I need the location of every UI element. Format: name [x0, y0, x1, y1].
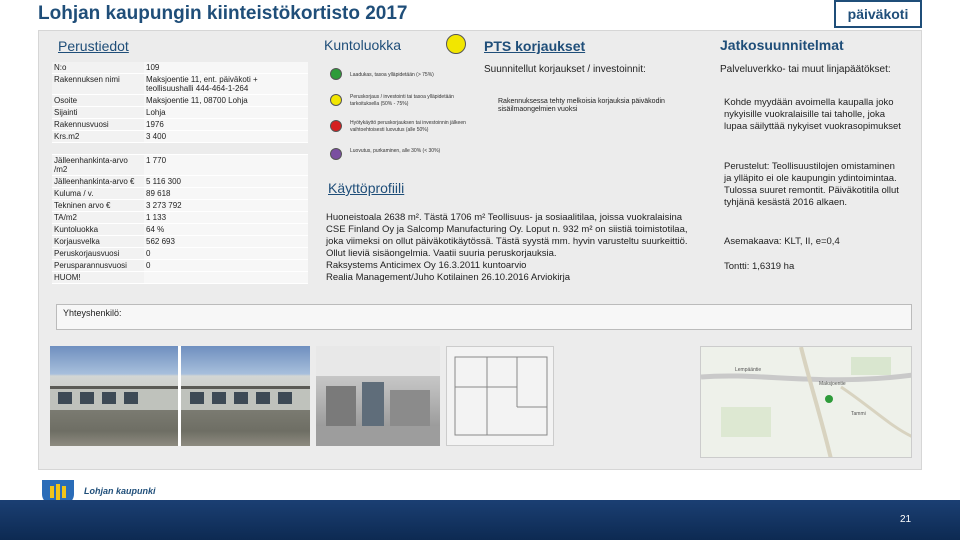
table-row	[52, 62, 308, 74]
basic-info-table	[52, 62, 308, 284]
table-row	[52, 212, 308, 224]
row-value: 64 %	[144, 224, 308, 236]
table-row	[52, 95, 308, 107]
condition-legend-text: Peruskorjaus / investointi tai tasoa ylläpidetään tarkoituksella (50% - 75%)	[350, 94, 454, 107]
table-row	[52, 176, 308, 188]
condition-legend-text: Luovutus, purkaminen, alle 30% (< 30%)	[350, 148, 441, 154]
row-value	[144, 272, 308, 284]
row-key: HUOM!	[52, 272, 144, 284]
industrial-hall-photo	[316, 346, 440, 446]
row-key: Jälleenhankinta-arvo /m2	[52, 155, 144, 176]
row-value: 3 400	[144, 131, 308, 143]
future-plans-decision: Kohde myydään avoimella kaupalla joko nykyisille vuokralaisille tai taholle, joka lupaa säilyttää nykyiset vuokrasopimukset	[724, 97, 901, 132]
map-label: Lempääntie	[735, 367, 762, 373]
row-key: Osoite	[52, 95, 144, 107]
pts-repairs-subtitle: Suunnitellut korjaukset / investoinnit:	[484, 64, 646, 75]
row-value: Maksjoentie 11, ent. päiväkoti + teollisuushalli 444-464-1-264	[144, 74, 308, 95]
row-key: Perusparannusvuosi	[52, 260, 144, 272]
map-label: Maksjoentie	[819, 381, 846, 387]
basic-info-title: Perustiedot	[58, 38, 129, 54]
table-row	[52, 131, 308, 143]
industrial-hall-drawing	[316, 346, 440, 446]
row-value: 0	[144, 260, 308, 272]
pts-repairs-text: Rakennuksessa tehty melkoisia korjauksia päiväkodin sisäilmaongelmien vuoksi	[498, 98, 665, 113]
zoning-plan: Asemakaava: KLT, II, e=0,4	[724, 236, 840, 247]
row-key: Tekninen arvo €	[52, 200, 144, 212]
page-number: 21	[900, 514, 912, 525]
floor-plan-image	[446, 346, 554, 446]
city-logo-text: Lohjan kaupunki	[84, 486, 156, 496]
row-key: N:o	[52, 62, 144, 74]
building-type-badge: päiväkoti	[834, 0, 922, 28]
row-value: 1 133	[144, 212, 308, 224]
plot-size: Tontti: 1,6319 ha	[724, 261, 795, 272]
row-value: Maksjoentie 11, 08700 Lohja	[144, 95, 308, 107]
row-key: Kuluma / v.	[52, 188, 144, 200]
row-value: Lohja	[144, 107, 308, 119]
row-key: Sijainti	[52, 107, 144, 119]
building-exterior-photo	[50, 346, 310, 446]
table-spacer	[52, 143, 308, 155]
row-value: 109	[144, 62, 308, 74]
page-title: Lohjan kaupungin kiinteistökortisto 2017	[38, 3, 408, 24]
condition-legend-text: Hyötykäyttö peruskorjauksen tai investoinnin jälkeen vaihtoehtoisesti luovutus (alle 50%)	[350, 120, 466, 133]
row-key: Korjausvelka	[52, 236, 144, 248]
row-value: 89 618	[144, 188, 308, 200]
building-exterior-drawing	[50, 346, 310, 446]
row-key: Jälleenhankinta-arvo €	[52, 176, 144, 188]
table-row	[52, 224, 308, 236]
future-plans-subtitle: Palveluverkko- tai muut linjapäätökset:	[720, 64, 891, 75]
condition-legend-dot-green	[330, 68, 342, 80]
row-value: 1976	[144, 119, 308, 131]
row-value: 1 770	[144, 155, 308, 176]
table-row	[52, 248, 308, 260]
floor-plan-drawing	[447, 347, 554, 446]
condition-legend-dot-yellow	[330, 94, 342, 106]
pts-repairs-title: PTS korjaukset	[484, 38, 586, 54]
row-key: Rakennuksen nimi	[52, 74, 144, 95]
table-row	[52, 272, 308, 284]
location-map	[700, 346, 912, 458]
map-label: Tammi	[851, 411, 866, 417]
usage-profile-text: Huoneistoala 2638 m². Tästä 1706 m² Teollisuus- ja sosiaalitilaa, joissa vuokralaisina CSE Finland Oy ja Salcomp Manufacturing Oy. Loput n. 932 m² on siistiä toimistotilaa, joka viimeksi on ollut päiväkotikäytössä. Tästä syystä mm. hyvin varusteltu suurkeittiö. Ollut lieviä sisäongelmia. Vaatii suuria peruskorjauksia. Raksystems Anticimex Oy 16.3.2011 kuntoarvio Realia Management/Juho Kotilainen 26.10.2016 Arviokirja	[326, 212, 688, 283]
contact-person-box	[56, 304, 912, 330]
table-row	[52, 200, 308, 212]
row-key: Krs.m2	[52, 131, 144, 143]
row-value: 0	[144, 248, 308, 260]
condition-legend-dot-red	[330, 120, 342, 132]
table-row	[52, 107, 308, 119]
location-map-drawing	[701, 347, 912, 458]
table-row	[52, 236, 308, 248]
contact-person-label: Yhteyshenkilö:	[63, 308, 122, 318]
table-row	[52, 188, 308, 200]
row-value: 562 693	[144, 236, 308, 248]
row-key: Peruskorjausvuosi	[52, 248, 144, 260]
row-key: TA/m2	[52, 212, 144, 224]
footer-bar	[0, 500, 960, 540]
usage-profile-title: Käyttöprofiili	[328, 180, 405, 196]
condition-title: Kuntoluokka	[324, 37, 402, 53]
row-value: 5 116 300	[144, 176, 308, 188]
row-value: 3 273 792	[144, 200, 308, 212]
future-plans-rationale: Perustelut: Teollisuustilojen omistaminen ja ylläpito ei ole kaupungin ydintoimintaa. Tulossa suuret remontit. Päiväkotitila ollut tyhjänä kesästä 2016 alkaen.	[724, 161, 899, 208]
table-row	[52, 260, 308, 272]
condition-legend-text: Laadukas, tasoa ylläpidetään (> 75%)	[350, 72, 434, 78]
table-row	[52, 119, 308, 131]
condition-indicator-dot	[446, 34, 466, 54]
table-row	[52, 155, 308, 176]
future-plans-title: Jatkosuunnitelmat	[720, 37, 844, 53]
condition-legend-dot-purple	[330, 148, 342, 160]
row-key: Rakennusvuosi	[52, 119, 144, 131]
row-key: Kuntoluokka	[52, 224, 144, 236]
table-row	[52, 74, 308, 95]
